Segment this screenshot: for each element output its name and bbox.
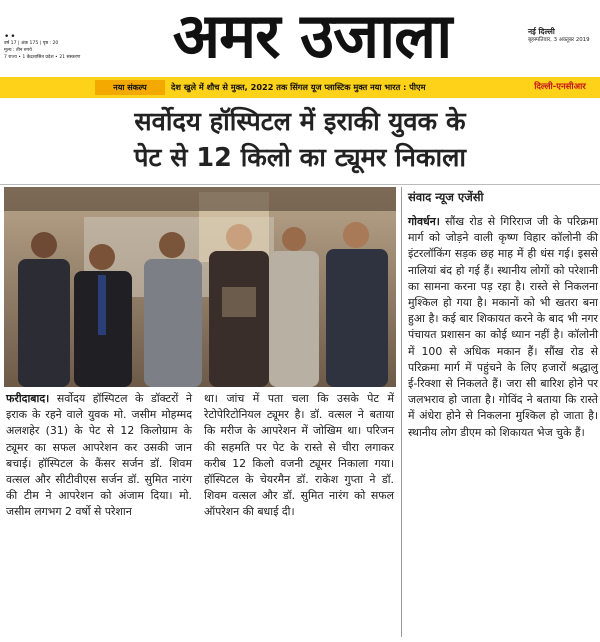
side-article-body	[408, 214, 598, 441]
issue-line: वर्ष 17 | अंक 175 | पृष्ठ : 20	[4, 41, 59, 46]
article-photo	[4, 187, 396, 387]
newspaper-title: अमर उजाला	[172, 0, 452, 72]
newspaper-logo	[112, 0, 512, 74]
edition-date: बृहस्पतिवार, 3 अक्तूबर 2019	[528, 37, 590, 43]
edition-city: नई दिल्ली	[528, 27, 555, 36]
article-column-2-text: था। जांच में पता चला कि उसके पेट में रेटोपेरिटोनियल ट्यूमर है। डॉ. वत्सल ने बताया कि मरीज के आपरेशन में जोखिम था। परिजन की सहमति पर पेट के रास्ते से चीरा लगाकर करीब 12 किलो वजनी ट्यूमर निकाला गया। हॉस्पिटल के चेयरमैन डॉ. राकेश गुप्ता ने डॉ. शिवम वत्सल और डॉ. सुमित नारंग को सफल ऑपरेशन की बधाई दी।	[204, 392, 394, 519]
side-article-dateline: गोवर्धन।	[408, 215, 440, 228]
masthead-dateline	[528, 28, 598, 44]
side-article-text: सौंख रोड से गिरिराज जी के परिक्रमा मार्ग को जोड़ने वाली कृष्ण विहार कॉलोनी की इंटरलॉकिंग सड़क छह माह में ही धंस गई। इससे नालियां बंद हो गई हैं। स्थानीय लोगों को परेशानी का सामना करना पड़ रहा है। रास्ते से निकलना मुश्किल हो गया है। मकानों को भी खतरा बना हुआ है। कई बार शिकायत करने के बाद भी नगर पंचायत प्रशासन का कोई ध्यान नहीं है। कॉलोनी में 100 से अधिक मकान हैं। सौंख रोड से परिक्रमा मार्ग में पहुंचने के लिए हजारों श्रद्धालु ई-रिक्शा से निकलते हैं। जरा सी बारिश होने पर जलभराव हो जाता है। गोविंद ने बताया कि रास्ते में अंधेरा होने से निकलना मुश्किल हो जाता है। स्थानीय लोग डीएम को शिकायत भेज चुके हैं।	[408, 215, 598, 439]
article-column-1-text: सर्वोदय हॉस्पिटल के डॉक्टरों ने इराक के रहने वाले युवक मो. जसीम मोहम्मद अलशहेर (31) के पेट से 12 किलोग्राम के ट्यूमर का सफल आपरेशन कर उसकी जान बचाई। हॉस्पिटल के कैंसर सर्जन डॉ. शिवम वत्सल और सीटीवीएस सर्जन डॉ. सुमित नारंग की टीम ने आपरेशन को अंजाम दिया। मो. जसीम लगभग 2 वर्षो से परेशान	[6, 392, 192, 519]
article-headline	[40, 104, 560, 176]
edition-line: 7 राज्य • 1 केंद्रशासित प्रदेश • 21 संस्करण	[4, 55, 81, 60]
article-column-1	[6, 391, 192, 521]
side-article-byline: संवाद न्यूज एजेंसी	[408, 190, 484, 204]
price-line: मूल्य : तीन रुपये	[4, 48, 32, 53]
group-photo-illustration	[4, 187, 396, 387]
article-column-2	[204, 391, 394, 521]
region-label: दिल्ली-एनसीआर	[534, 82, 586, 92]
column-divider	[401, 187, 402, 637]
headline-line-2: पेट से 12 किलो का ट्यूमर निकाला	[134, 143, 466, 173]
masthead-dots: ••	[4, 32, 17, 42]
article-dateline: फरीदाबाद।	[6, 392, 50, 405]
strip-tag: नया संकल्प	[95, 80, 165, 95]
strip-headline: देश खुले में शौच से मुक्त, 2022 तक सिंगल यूज प्लास्टिक मुक्त नया भारत : पीएम	[171, 82, 426, 92]
headline-line-1: सर्वोदय हॉस्पिटल में इराकी युवक के	[134, 107, 466, 137]
headline-divider	[0, 184, 600, 185]
masthead-info	[4, 34, 114, 61]
